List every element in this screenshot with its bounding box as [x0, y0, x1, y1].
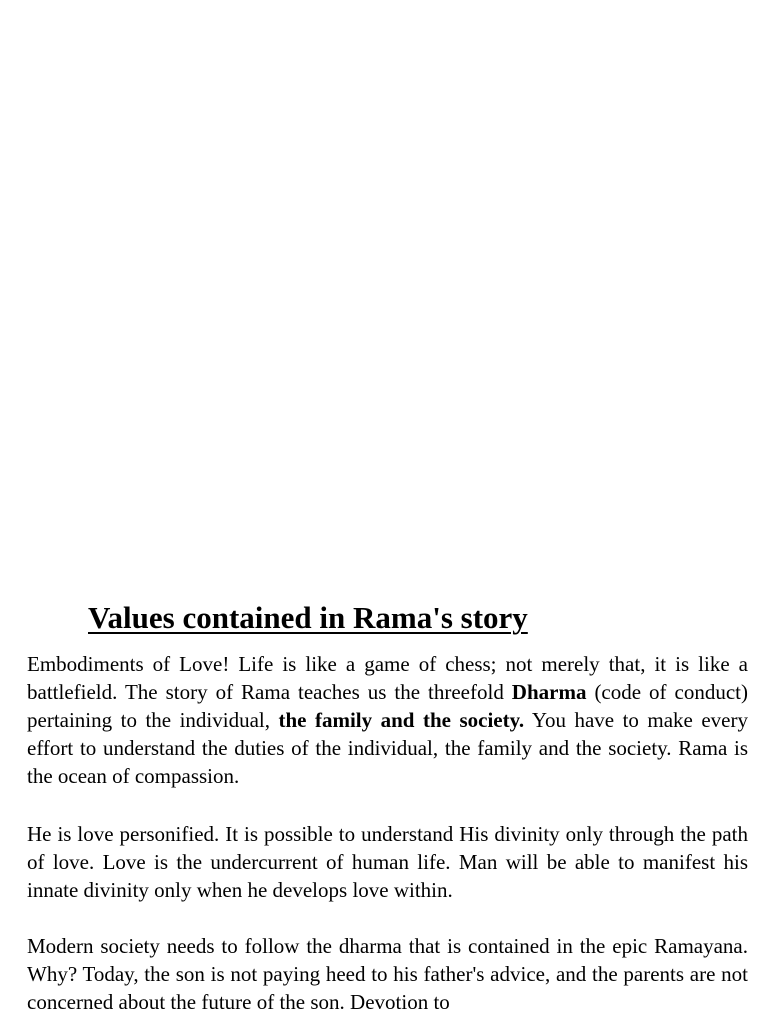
paragraph-1 [27, 650, 748, 790]
paragraph-1-text-a: Embodiments of Love! Life is like a game of chess; not merely that, it is like a battlefield. The story of Rama teaches us the threefold [27, 652, 748, 704]
paragraph-2: He is love personified. It is possible to understand His divinity only through the path of love. Love is the undercurrent of human life. Man will be able to manifest his innate divinity only when he develops love within. [27, 822, 748, 902]
paragraph-3: Modern society needs to follow the dharma that is contained in the epic Ramayana. Why? Today, the son is not paying heed to his father's advice, and the parents are not concerned about the future of the son. Devotion to [27, 934, 748, 1014]
paragraph-1-bold-family-society: the family and the society. [278, 708, 525, 732]
paragraph-1-text-c: You have to make every effort to understand the duties of the individual, the family and the society. Rama is the ocean of compassion. [27, 708, 748, 788]
paragraph-1-bold-dharma: Dharma [511, 680, 587, 704]
document-title: Values contained in Rama's story [88, 600, 528, 635]
paragraph-1-text-b: (code of conduct) pertaining to the individual, [27, 680, 748, 732]
